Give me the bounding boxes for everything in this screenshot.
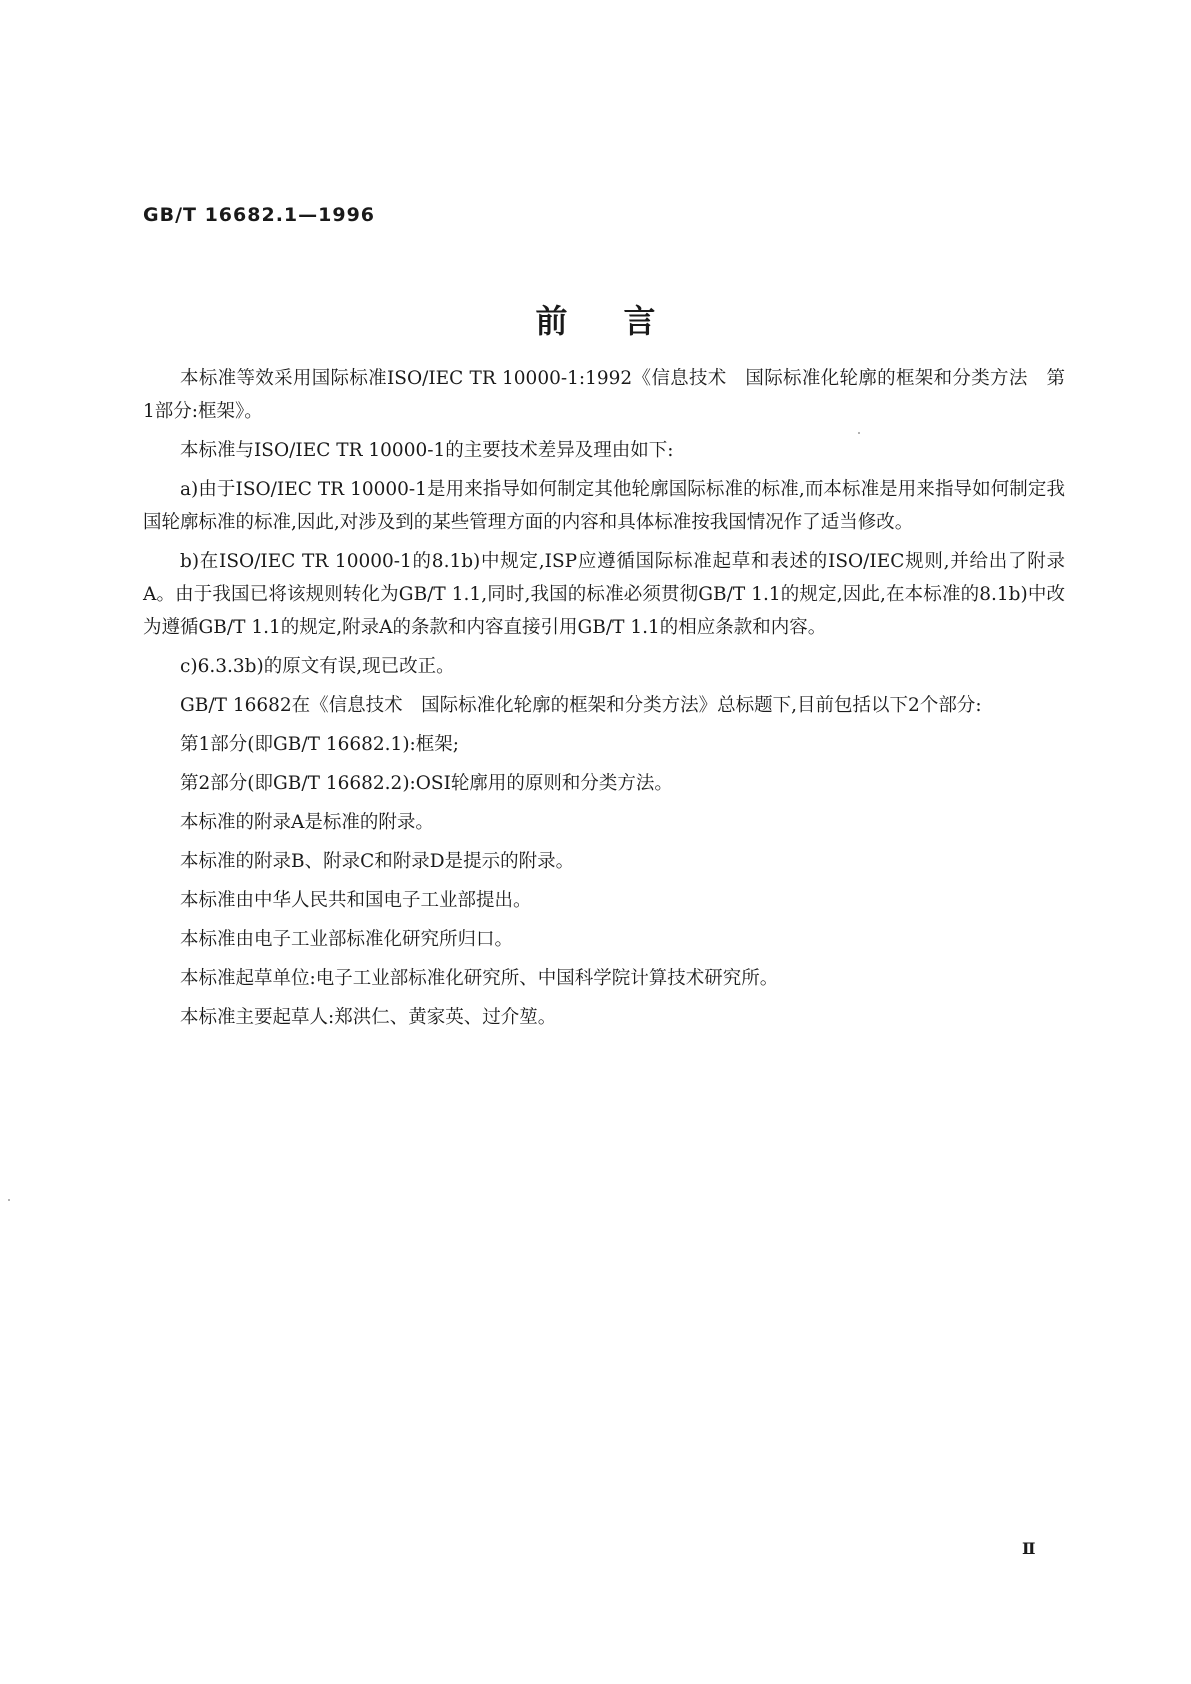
- page-title: 前言: [535, 302, 712, 340]
- foreword-body: [143, 362, 1065, 1034]
- scan-speck: [8, 1199, 10, 1201]
- paragraph-part-1: 第1部分(即GB/T 16682.1):框架;: [180, 734, 460, 755]
- scan-speck: [858, 432, 860, 434]
- paragraph-proposed-by: 本标准由中华人民共和国电子工业部提出。: [180, 890, 532, 911]
- paragraph-difference-c: c)6.3.3b)的原文有误,现已改正。: [180, 656, 455, 677]
- paragraph-series-parts: GB/T 16682在《信息技术 国际标准化轮廓的框架和分类方法》总标题下,目前包括以下2个部分:: [180, 695, 982, 716]
- page-number: Ⅱ: [1022, 1539, 1036, 1558]
- paragraph-adoption: 本标准等效采用国际标准ISO/IEC TR 10000-1:1992《信息技术 国际标准化轮廓的框架和分类方法 第1部分:框架》。: [143, 368, 1065, 422]
- paragraph-drafting-units: 本标准起草单位:电子工业部标准化研究所、中国科学院计算技术研究所。: [180, 968, 779, 989]
- paragraph-differences-intro: 本标准与ISO/IEC TR 10000-1的主要技术差异及理由如下:: [180, 440, 674, 461]
- paragraph-part-2: 第2部分(即GB/T 16682.2):OSI轮廓用的原则和分类方法。: [180, 773, 673, 794]
- paragraph-drafters: 本标准主要起草人:郑洪仁、黄家英、过介堃。: [180, 1007, 557, 1028]
- paragraph-centralized-by: 本标准由电子工业部标准化研究所归口。: [180, 929, 514, 950]
- paragraph-informative-annexes: 本标准的附录B、附录C和附录D是提示的附录。: [180, 851, 575, 872]
- paragraph-difference-a: a)由于ISO/IEC TR 10000-1是用来指导如何制定其他轮廓国际标准的标准,而本标准是用来指导如何制定我国轮廓标准的标准,因此,对涉及到的某些管理方面的内容和具体标准按我国情况作了适当修改。: [143, 479, 1065, 533]
- paragraph-difference-b: b)在ISO/IEC TR 10000-1的8.1b)中规定,ISP应遵循国际标准起草和表述的ISO/IEC规则,并给出了附录A。由于我国已将该规则转化为GB/T 1.1,同时,我国的标准必须贯彻GB/T 1.1的规定,因此,在本标准的8.1b)中改为遵循GB/T 1.1的规定,附录A的条款和内容直接引用GB/T 1.1的相应条款和内容。: [143, 551, 1065, 638]
- paragraph-normative-annex: 本标准的附录A是标准的附录。: [180, 812, 434, 833]
- standard-number: GB/T 16682.1—1996: [143, 204, 376, 226]
